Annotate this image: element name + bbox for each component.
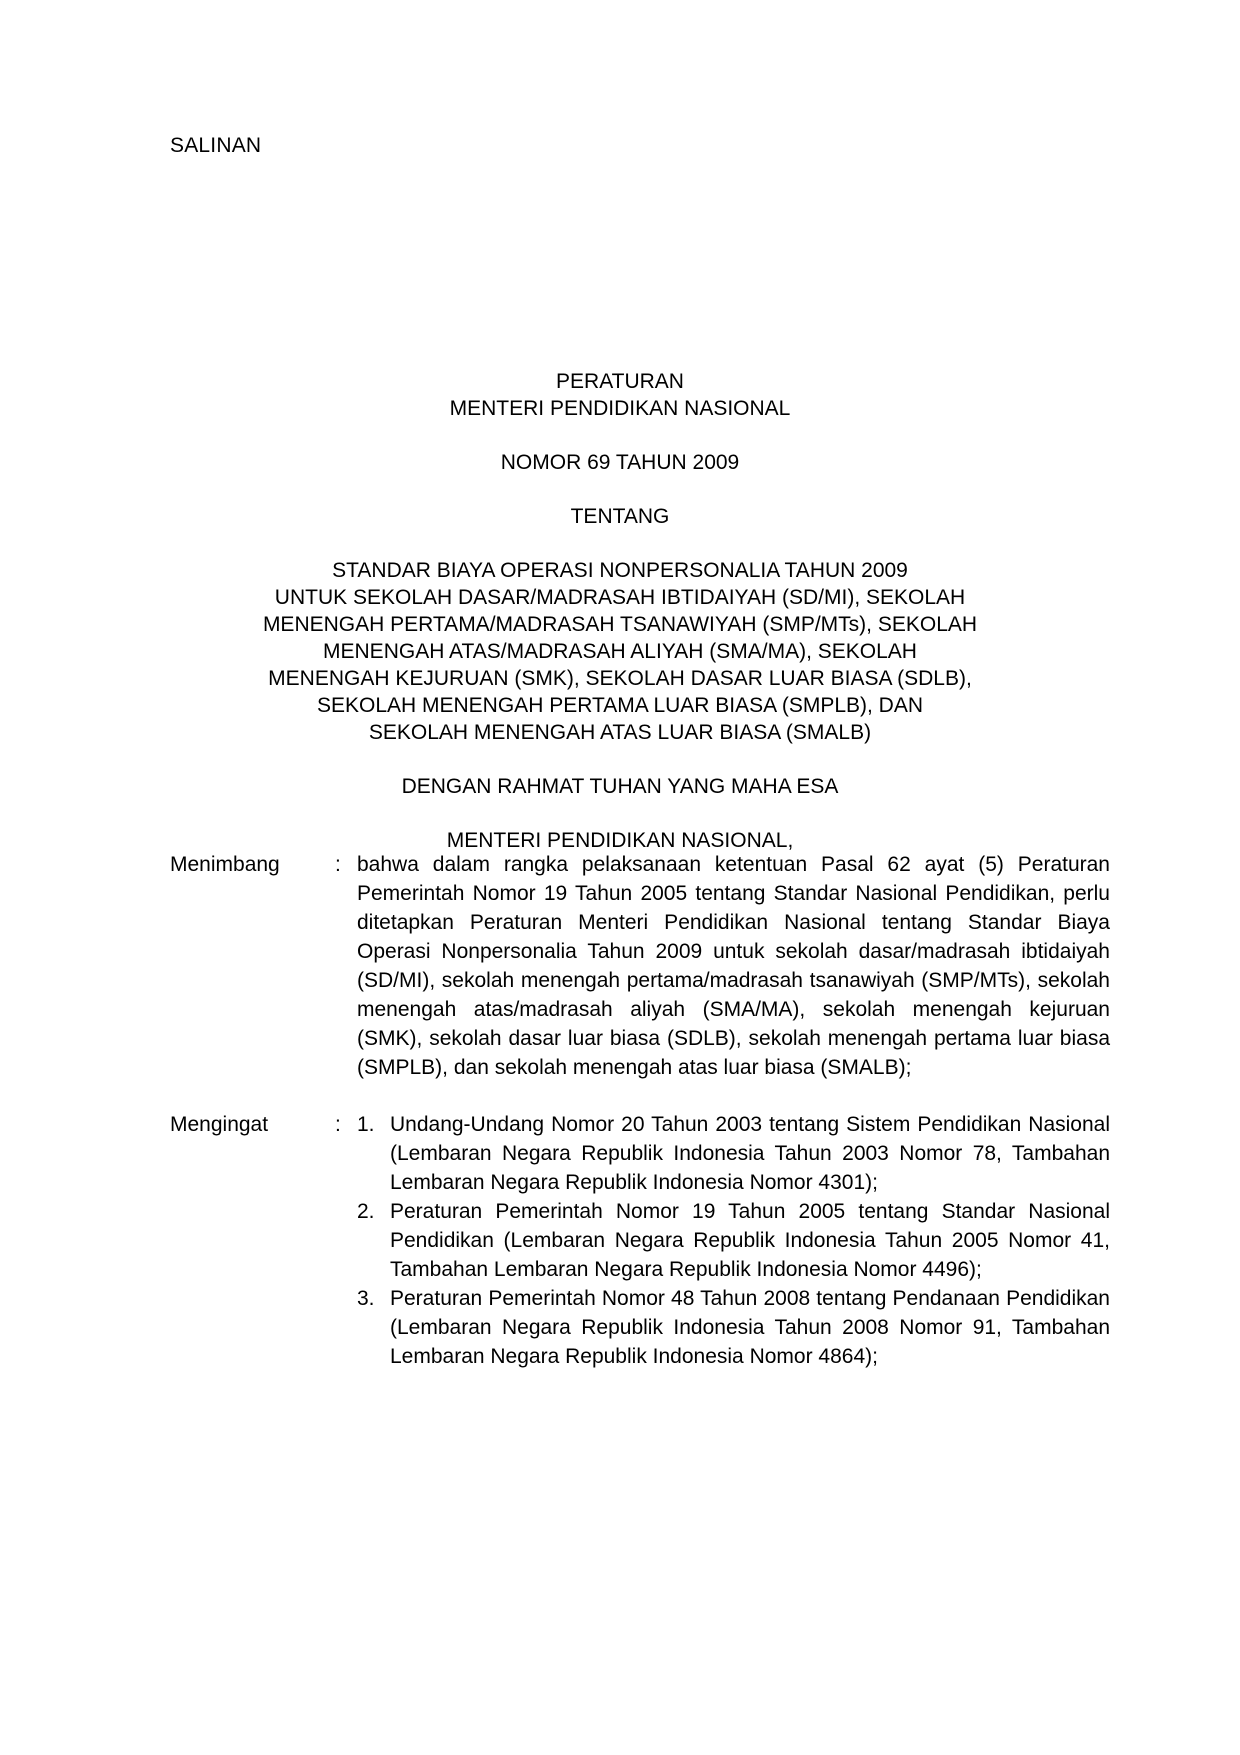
heading-regulation-number: NOMOR 69 TAHUN 2009 xyxy=(500,451,740,474)
heading-subject-line-4: MENENGAH ATAS/MADRASAH ALIYAH (SMA/MA), SEKOLAH xyxy=(323,640,917,663)
heading-subject-line-5: MENENGAH KEJURUAN (SMK), SEKOLAH DASAR LUAR BIASA (SDLB), xyxy=(268,667,972,690)
spacer xyxy=(170,530,1070,557)
list-item-text: Peraturan Pemerintah Nomor 19 Tahun 2005 tentang Standar Nasional Pendidikan (Lembaran Negara Republik Indonesia Tahun 2005 Nomor 41, Tambahan Lembaran Negara Republik Indonesia Nomor 4496); xyxy=(390,1200,1110,1281)
clause-recalling-colon: : xyxy=(335,1113,341,1136)
list-item-marker: 3. xyxy=(357,1287,375,1310)
spacer xyxy=(170,476,1070,503)
list-item-text: Peraturan Pemerintah Nomor 48 Tahun 2008 tentang Pendanaan Pendidikan (Lembaran Negara Republik Indonesia Tahun 2008 Nomor 91, Tambahan Lembaran Negara Republik Indonesia Nomor 4864); xyxy=(390,1287,1110,1368)
clause-recalling xyxy=(170,1110,1110,1371)
heading-ministry: MENTERI PENDIDIKAN NASIONAL xyxy=(449,397,791,420)
heading-subject-line-1: STANDAR BIAYA OPERASI NONPERSONALIA TAHUN 2009 xyxy=(332,559,908,582)
spacer xyxy=(170,800,1070,827)
heading-subject-line-7: SEKOLAH MENENGAH ATAS LUAR BIASA (SMALB) xyxy=(368,721,872,744)
spacer xyxy=(170,746,1070,773)
list-item-marker: 2. xyxy=(357,1200,375,1223)
heading-signatory: MENTERI PENDIDIKAN NASIONAL, xyxy=(446,829,794,852)
clause-considering-label: Menimbang xyxy=(170,853,280,876)
list-item-text: Undang-Undang Nomor 20 Tahun 2003 tentang Sistem Pendidikan Nasional (Lembaran Negara Republik Indonesia Tahun 2003 Nomor 78, Tambahan Lembaran Negara Republik Indonesia Nomor 4301); xyxy=(390,1113,1110,1194)
document-heading-block xyxy=(170,368,1070,854)
clauses-section xyxy=(170,850,1110,1399)
list-item xyxy=(357,1110,1110,1197)
recalling-list xyxy=(357,1110,1110,1371)
clause-considering-colon: : xyxy=(335,853,341,876)
clause-considering xyxy=(170,850,1110,1082)
clause-considering-body xyxy=(357,850,1110,1082)
copy-marker: SALINAN xyxy=(170,134,262,157)
heading-blessing: DENGAN RAHMAT TUHAN YANG MAHA ESA xyxy=(401,775,839,798)
spacer xyxy=(170,422,1070,449)
clause-considering-text: bahwa dalam rangka pelaksanaan ketentuan Pasal 62 ayat (5) Peraturan Pemerintah Nomor 19 Tahun 2005 tentang Standar Nasional Pendidikan, perlu ditetapkan Peraturan Menteri Pendidikan Nasional tentang Standar Biaya Operasi Nonpersonalia Tahun 2009 untuk sekolah dasar/madrasah ibtidaiyah (SD/MI), sekolah menengah pertama/madrasah tsanawiyah (SMP/MTs), sekolah menengah atas/madrasah aliyah (SMA/MA), sekolah menengah kejuruan (SMK), sekolah dasar luar biasa (SDLB), sekolah menengah pertama luar biasa (SMPLB), dan sekolah menengah atas luar biasa (SMALB); xyxy=(357,853,1110,1079)
clause-recalling-label: Mengingat xyxy=(170,1113,269,1136)
heading-peraturan: PERATURAN xyxy=(556,370,684,393)
list-item-marker: 1. xyxy=(357,1113,375,1136)
clause-recalling-body xyxy=(357,1110,1110,1371)
heading-subject-line-2: UNTUK SEKOLAH DASAR/MADRASAH IBTIDAIYAH (SD/MI), SEKOLAH xyxy=(274,586,966,609)
heading-about-label: TENTANG xyxy=(570,505,670,528)
heading-subject-line-6: SEKOLAH MENENGAH PERTAMA LUAR BIASA (SMPLB), DAN xyxy=(316,694,924,717)
list-item xyxy=(357,1197,1110,1284)
heading-subject-line-3: MENENGAH PERTAMA/MADRASAH TSANAWIYAH (SMP/MTs), SEKOLAH xyxy=(262,613,978,636)
list-item xyxy=(357,1284,1110,1371)
